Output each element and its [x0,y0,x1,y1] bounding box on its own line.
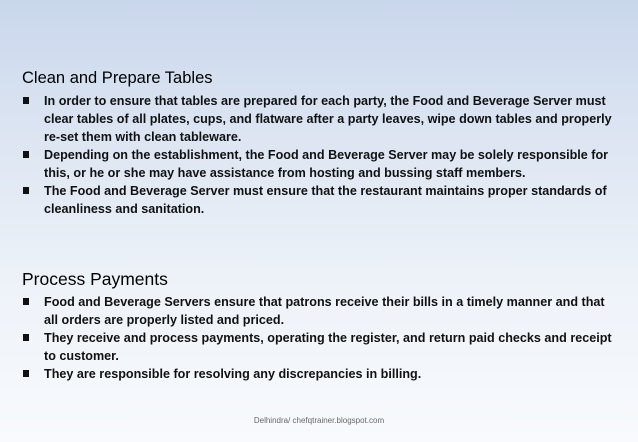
list-item [22,293,618,329]
list-item-text: They are responsible for resolving any discrepancies in billing. [44,367,422,381]
section-heading: Clean and Prepare Tables [22,69,213,87]
section-heading: Process Payments [22,269,168,289]
list-item-text: In order to ensure that tables are prepared for each party, the Food and Beverage Server must clear tables of all plates, cups, and flatware after a party leaves, wipe down tables and properly re-set them with clean tableware. [44,94,612,144]
section-process-payments [22,268,618,383]
list-item [22,329,618,365]
square-bullet-icon [23,370,29,377]
square-bullet-icon [23,97,29,104]
list-item-text: Depending on the establishment, the Food and Beverage Server may be solely responsible for this, or he or she may have assistance from hosting and bussing staff members. [44,148,609,180]
list-item [22,365,618,383]
section-clean-prepare-tables [22,68,618,218]
square-bullet-icon [23,151,29,158]
bullet-list [22,92,618,218]
list-item-text: Food and Beverage Servers ensure that patrons receive their bills in a timely manner and that all orders are properly listed and priced. [44,295,605,327]
list-item [22,92,618,146]
footer-credit: Delhindra/ chefqtrainer.blogspot.com [253,416,385,425]
list-item-text: The Food and Beverage Server must ensure that the restaurant maintains proper standards of cleanliness and sanitation. [44,184,607,216]
list-item [22,146,618,182]
square-bullet-icon [23,334,29,341]
square-bullet-icon [23,187,29,194]
bullet-list [22,293,618,383]
square-bullet-icon [23,298,29,305]
list-item [22,182,618,218]
list-item-text: They receive and process payments, operating the register, and return paid checks and receipt to customer. [44,331,612,363]
